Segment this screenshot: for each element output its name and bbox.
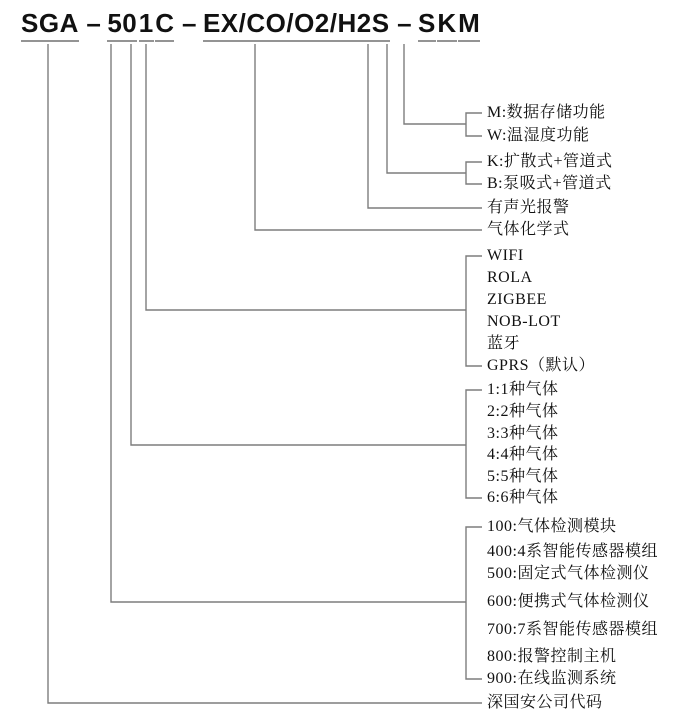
model-code-segment: K (437, 9, 456, 42)
diagram-label: 400:4系智能传感器模组 (487, 543, 658, 560)
model-code-segment: M (458, 9, 480, 42)
model-code-separator: – (181, 8, 197, 38)
diagram-label: ROLA (487, 269, 533, 286)
model-code-segment: S (418, 9, 436, 42)
diagram-label: 6:6种气体 (487, 489, 559, 506)
diagram-label: ZIGBEE (487, 291, 547, 308)
diagram-label: NOB-LOT (487, 313, 561, 330)
model-code-segment: 1 (139, 9, 154, 42)
diagram-label: 4:4种气体 (487, 446, 559, 463)
diagram-label: 气体化学式 (487, 221, 570, 238)
diagram-label: 600:便携式气体检测仪 (487, 593, 650, 610)
diagram-label: K:扩散式+管道式 (487, 153, 613, 170)
model-code-segment: C (155, 9, 174, 42)
model-code-segment: EX/CO/O2/H2S (203, 9, 390, 42)
model-code-segment: 50 (107, 9, 137, 42)
diagram-label: 5:5种气体 (487, 468, 559, 485)
model-code-separator: – (86, 8, 102, 38)
diagram-label: 100:气体检测模块 (487, 518, 617, 535)
diagram-label: GPRS（默认） (487, 357, 596, 374)
diagram-label: 深国安公司代码 (487, 694, 603, 711)
model-code-segment: SGA (21, 9, 79, 42)
diagram-label: 有声光报警 (487, 199, 570, 216)
diagram-label: 1:1种气体 (487, 381, 559, 398)
diagram-label: 2:2种气体 (487, 403, 559, 420)
diagram-label: M:数据存储功能 (487, 104, 606, 121)
diagram-label: B:泵吸式+管道式 (487, 175, 612, 192)
diagram-label: 3:3种气体 (487, 425, 559, 442)
diagram-label: W:温湿度功能 (487, 127, 590, 144)
diagram-label: WIFI (487, 247, 524, 264)
diagram-label: 900:在线监测系统 (487, 670, 617, 687)
model-code-separator: – (397, 8, 413, 38)
diagram-label: 蓝牙 (487, 335, 521, 352)
diagram-label: 500:固定式气体检测仪 (487, 565, 650, 582)
diagram-label: 800:报警控制主机 (487, 648, 617, 665)
diagram-label: 700:7系智能传感器模组 (487, 621, 658, 638)
